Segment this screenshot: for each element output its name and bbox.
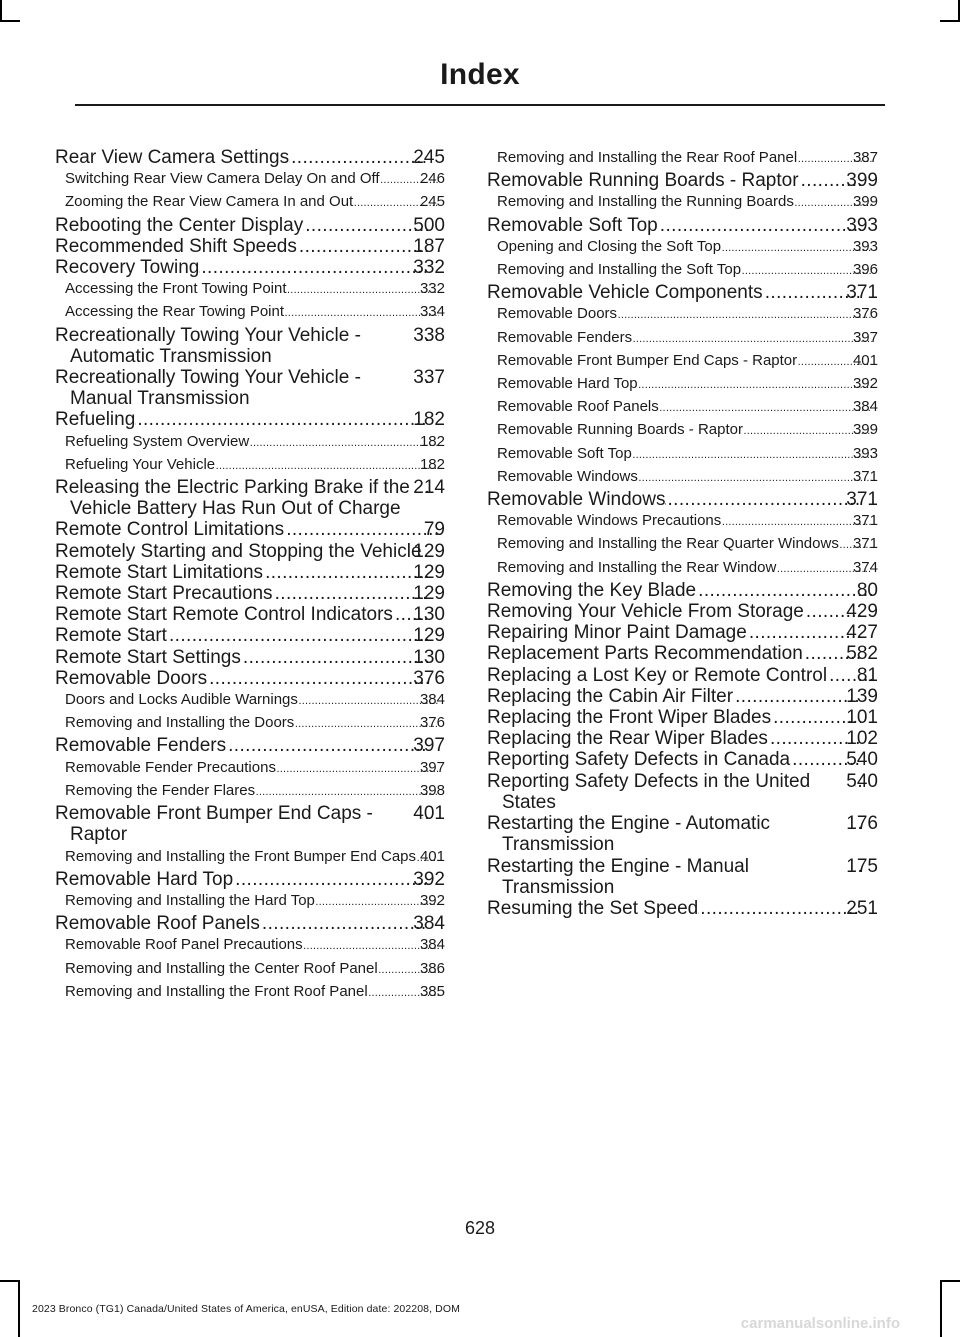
entry-page-number: 79 — [423, 519, 445, 541]
entry-title: Reporting Safety Defects in Canada — [487, 749, 791, 771]
entry-title: Removable Front Bumper End Caps - Raptor — [497, 351, 798, 369]
dot-leader — [665, 489, 861, 510]
index-column-left — [55, 147, 445, 1004]
index-subentry — [487, 327, 878, 350]
index-entry — [487, 170, 878, 191]
index-entry — [487, 856, 878, 898]
index-subentry — [487, 236, 878, 259]
entry-page-number: 384 — [852, 398, 878, 416]
entry-title: Remotely Starting and Stopping the Vehicle — [55, 540, 422, 562]
entry-page-number: 399 — [852, 193, 878, 211]
index-subentry — [55, 846, 445, 869]
entry-title: Removable Roof Panels — [55, 913, 260, 935]
dot-leader — [215, 456, 439, 477]
entry-page-number: 393 — [852, 237, 878, 255]
entry-page-number: 540 — [846, 770, 878, 792]
entry-page-number: 397 — [419, 758, 445, 776]
dot-leader — [294, 714, 439, 735]
entry-page-number: 245 — [413, 147, 445, 168]
entry-page-number: 251 — [846, 897, 878, 919]
dot-leader — [199, 257, 428, 278]
index-entry — [487, 749, 878, 770]
index-subentry — [487, 350, 878, 373]
index-entry — [487, 282, 878, 303]
dot-leader — [638, 468, 872, 489]
entry-page-number: 129 — [413, 540, 445, 562]
index-subentry — [487, 396, 878, 419]
entry-title: Removable Windows — [487, 489, 666, 511]
dot-leader — [298, 691, 439, 712]
entry-page-number: 386 — [419, 959, 445, 977]
index-entry — [487, 665, 878, 686]
entry-page-number: 245 — [419, 193, 445, 211]
entry-title: Refueling System Overview — [65, 432, 250, 450]
entry-title: Removing and Installing the Rear Window — [497, 558, 777, 576]
entry-title: Refueling — [55, 409, 136, 431]
entry-title: Rear View Camera Settings — [55, 147, 290, 168]
dot-leader — [696, 580, 872, 601]
entry-title: Replacing the Rear Wiper Blades — [487, 728, 768, 750]
entry-title: Removable Vehicle Components — [487, 282, 763, 304]
index-entry — [55, 604, 445, 625]
index-subentry — [487, 303, 878, 326]
index-entry — [55, 257, 445, 278]
entry-title: Removing the Fender Flares — [65, 781, 256, 799]
index-subentry — [487, 443, 878, 466]
dot-leader — [276, 759, 439, 780]
entry-title: Repairing Minor Paint Damage — [487, 622, 747, 644]
dot-leader — [632, 445, 872, 466]
entry-title: Rebooting the Center Display — [55, 214, 304, 236]
index-entry — [487, 489, 878, 510]
entry-title: Recreationally Towing Your Vehicle - Automatic Transmission — [55, 324, 361, 367]
index-subentry — [55, 689, 445, 712]
entry-page-number: 182 — [419, 455, 445, 473]
entry-page-number: 401 — [419, 847, 445, 865]
dot-leader — [284, 519, 439, 540]
entry-page-number: 101 — [846, 707, 878, 729]
entry-title: Removing and Installing the Doors — [65, 714, 295, 732]
index-subentry — [487, 533, 878, 556]
entry-title: Recreationally Towing Your Vehicle - Manual Transmission — [55, 367, 361, 410]
crop-mark-top-left — [0, 0, 2, 20]
entry-page-number: 176 — [846, 813, 878, 835]
dot-leader — [638, 375, 872, 396]
entry-title: Removable Windows — [497, 467, 638, 485]
entry-page-number: 214 — [413, 477, 445, 499]
dot-leader — [733, 686, 861, 707]
index-subentry — [487, 419, 878, 442]
crop-mark-bottom-right-v — [940, 1280, 942, 1337]
crop-mark-top-left-h — [0, 20, 20, 22]
entry-page-number: 130 — [413, 604, 445, 626]
index-subentry — [55, 958, 445, 981]
index-subentry — [487, 510, 878, 533]
index-subentry — [55, 431, 445, 454]
entry-title: Accessing the Front Towing Point — [65, 280, 287, 298]
entry-title: Replacing the Cabin Air Filter — [487, 685, 734, 707]
dot-leader — [260, 913, 428, 934]
page-title: Index — [440, 58, 520, 91]
index-subentry — [55, 454, 445, 477]
crop-mark-bottom-left — [0, 1280, 20, 1282]
entry-page-number: 399 — [846, 170, 878, 192]
index-entry — [55, 583, 445, 604]
entry-title: Refueling Your Vehicle — [65, 455, 216, 473]
entry-page-number: 246 — [419, 170, 445, 188]
entry-page-number: 376 — [852, 305, 878, 323]
entry-title: Removing the Key Blade — [487, 579, 697, 601]
index-entry — [55, 869, 445, 890]
entry-page-number: 332 — [413, 257, 445, 279]
index-entry — [487, 643, 878, 664]
index-subentry — [55, 780, 445, 803]
entry-title: Remote Start Precautions — [55, 583, 273, 605]
dot-leader — [303, 936, 439, 957]
entry-title: Releasing the Electric Parking Brake if the Vehicle Battery Has Run Out of Charge — [55, 477, 410, 520]
entry-title: Restarting the Engine - Manual Transmission — [487, 855, 749, 898]
entry-page-number: 427 — [846, 622, 878, 644]
entry-page-number: 334 — [419, 303, 445, 321]
entry-page-number: 385 — [419, 982, 445, 1000]
entry-page-number: 371 — [852, 535, 878, 553]
entry-title: Removable Fenders — [55, 735, 227, 757]
dot-leader — [249, 433, 439, 454]
index-subentry — [487, 557, 878, 580]
watermark: carmanualsonline.info — [740, 1315, 900, 1332]
index-entry — [487, 686, 878, 707]
entry-title: Remote Control Limitations — [55, 519, 285, 541]
entry-title: Remote Start — [55, 625, 167, 647]
crop-mark-bottom-right — [940, 1280, 960, 1282]
entry-page-number: 429 — [846, 601, 878, 623]
entry-page-number: 397 — [413, 735, 445, 757]
entry-page-number: 392 — [413, 868, 445, 890]
entry-title: Resuming the Set Speed — [487, 897, 699, 919]
entry-title: Removable Roof Panels — [497, 398, 659, 416]
entry-title: Reporting Safety Defects in the United States — [487, 770, 811, 813]
entry-page-number: 393 — [846, 214, 878, 236]
dot-leader — [255, 782, 439, 803]
index-entry — [487, 771, 878, 813]
entry-title: Zooming the Rear View Camera In and Out — [65, 193, 354, 211]
entry-page-number: 397 — [852, 328, 878, 346]
entry-title: Removable Fender Precautions — [65, 758, 276, 776]
entry-page-number: 393 — [852, 444, 878, 462]
index-entry — [55, 803, 445, 845]
entry-title: Removing and Installing the Front Roof Panel — [65, 982, 368, 1000]
entry-title: Removable Fenders — [497, 328, 633, 346]
entry-page-number: 384 — [419, 936, 445, 954]
index-subentry — [55, 191, 445, 214]
index-entry — [487, 707, 878, 728]
dot-leader — [273, 583, 429, 604]
dot-leader — [167, 625, 428, 646]
entry-page-number: 376 — [419, 714, 445, 732]
entry-title: Removing and Installing the Rear Roof Panel — [497, 149, 798, 166]
index-entry — [487, 601, 878, 622]
entry-title: Switching Rear View Camera Delay On and Off — [65, 170, 380, 188]
index-subentry — [487, 373, 878, 396]
index-entry — [487, 622, 878, 643]
entry-title: Removing Your Vehicle From Storage — [487, 601, 804, 623]
entry-title: Removing and Installing the Soft Top — [497, 261, 742, 279]
entry-page-number: 102 — [846, 728, 878, 750]
index-entry — [55, 647, 445, 668]
entry-title: Removable Windows Precautions — [497, 512, 722, 530]
entry-page-number: 401 — [852, 351, 878, 369]
entry-title: Removable Soft Top — [497, 444, 632, 462]
entry-title: Doors and Locks Audible Warnings — [65, 691, 298, 709]
entry-title: Removing and Installing the Center Roof Panel — [65, 959, 378, 977]
entry-page-number: 500 — [413, 214, 445, 236]
dot-leader — [241, 647, 428, 668]
entry-page-number: 371 — [846, 489, 878, 511]
dot-leader — [233, 869, 428, 890]
entry-title: Restarting the Engine - Automatic Transmission — [487, 813, 771, 856]
index-subentry — [55, 278, 445, 301]
entry-title: Removable Hard Top — [55, 868, 234, 890]
entry-title: Remote Start Limitations — [55, 561, 264, 583]
index-entry — [55, 625, 445, 646]
entry-title: Recommended Shift Speeds — [55, 235, 297, 257]
index-subentry — [487, 147, 878, 170]
entry-title: Recovery Towing — [55, 257, 200, 279]
crop-mark-top-right-h — [940, 20, 960, 22]
entry-page-number: 401 — [413, 803, 445, 825]
entry-page-number: 384 — [413, 913, 445, 935]
index-entry — [487, 898, 878, 919]
entry-page-number: 582 — [846, 643, 878, 665]
entry-page-number: 338 — [413, 324, 445, 346]
entry-page-number: 337 — [413, 367, 445, 389]
index-subentry — [55, 168, 445, 191]
entry-page-number: 187 — [413, 235, 445, 257]
dot-leader — [303, 215, 428, 236]
index-entry — [55, 215, 445, 236]
dot-leader — [721, 238, 872, 259]
entry-title: Accessing the Rear Towing Point — [65, 303, 285, 321]
dot-leader — [698, 898, 861, 919]
entry-title: Removable Front Bumper End Caps - Raptor — [55, 803, 373, 846]
dot-leader — [226, 735, 428, 756]
index-subentry — [55, 712, 445, 735]
dot-leader — [632, 329, 872, 350]
entry-page-number: 371 — [852, 512, 878, 530]
dot-leader — [287, 280, 439, 301]
dot-leader — [747, 622, 862, 643]
index-subentry — [55, 981, 445, 1004]
dot-leader — [263, 562, 428, 583]
dot-leader — [207, 668, 428, 689]
entry-page-number: 332 — [419, 280, 445, 298]
entry-page-number: 371 — [846, 282, 878, 304]
index-entry — [55, 147, 445, 168]
dot-leader — [658, 215, 862, 236]
title-rule — [75, 104, 885, 106]
entry-title: Removing and Installing the Rear Quarter Windows — [497, 535, 839, 553]
index-entry — [55, 735, 445, 756]
entry-title: Remote Start Settings — [55, 646, 241, 668]
index-subentry — [487, 259, 878, 282]
crop-mark-bottom-left-v — [18, 1280, 20, 1337]
index-entry — [487, 580, 878, 601]
index-entry — [55, 367, 445, 409]
entry-page-number: 392 — [852, 375, 878, 393]
index-entry — [55, 477, 445, 519]
entry-title: Replacing a Lost Key or Remote Control — [487, 664, 828, 686]
entry-page-number: 540 — [846, 749, 878, 771]
index-subentry — [55, 757, 445, 780]
index-entry — [55, 325, 445, 367]
entry-page-number: 374 — [852, 558, 878, 576]
entry-title: Removing and Installing the Running Boards — [497, 193, 794, 211]
entry-page-number: 376 — [413, 667, 445, 689]
entry-page-number: 129 — [413, 583, 445, 605]
dot-leader — [297, 236, 428, 257]
entry-page-number: 129 — [413, 561, 445, 583]
entry-title: Replacement Parts Recommendation — [487, 643, 803, 665]
index-entry — [487, 813, 878, 855]
entry-title: Removable Doors — [497, 305, 618, 323]
entry-title: Removing and Installing the Hard Top — [65, 891, 315, 909]
index-entry — [55, 409, 445, 430]
entry-page-number: 175 — [846, 855, 878, 877]
entry-page-number: 130 — [413, 646, 445, 668]
index-entry — [55, 913, 445, 934]
index-subentry — [487, 191, 878, 214]
entry-title: Removable Running Boards - Raptor — [497, 421, 743, 439]
entry-title: Removable Roof Panel Precautions — [65, 936, 303, 954]
index-entry — [55, 519, 445, 540]
edition-footer: 2023 Bronco (TG1) Canada/United States of America, enUSA, Edition date: 202208, DOM — [32, 1303, 460, 1315]
index-entry — [55, 236, 445, 257]
dot-leader — [721, 512, 872, 533]
dot-leader — [617, 305, 872, 326]
entry-title: Removable Hard Top — [497, 375, 638, 393]
entry-page-number: 80 — [856, 579, 878, 601]
page-number: 628 — [464, 1218, 496, 1238]
entry-title: Removable Doors — [55, 667, 208, 689]
entry-title: Opening and Closing the Soft Top — [497, 237, 722, 255]
entry-page-number: 182 — [419, 432, 445, 450]
index-subentry — [55, 890, 445, 913]
entry-page-number: 129 — [413, 625, 445, 647]
entry-page-number: 81 — [856, 664, 878, 686]
entry-page-number: 399 — [852, 421, 878, 439]
entry-page-number: 392 — [419, 891, 445, 909]
index-entry — [55, 541, 445, 562]
entry-title: Removable Soft Top — [487, 214, 658, 236]
entry-page-number: 396 — [852, 261, 878, 279]
entry-page-number: 182 — [413, 409, 445, 431]
index-subentry — [55, 301, 445, 324]
index-column-right — [487, 147, 878, 919]
dot-leader — [289, 147, 428, 168]
index-entry — [487, 728, 878, 749]
dot-leader — [284, 303, 439, 324]
entry-page-number: 139 — [846, 685, 878, 707]
entry-title: Removable Running Boards - Raptor — [487, 170, 799, 192]
entry-page-number: 371 — [852, 467, 878, 485]
index-subentry — [487, 466, 878, 489]
index-entry — [487, 215, 878, 236]
dot-leader — [135, 409, 428, 430]
entry-page-number: 387 — [852, 149, 878, 166]
entry-page-number: 398 — [419, 781, 445, 799]
index-subentry — [55, 934, 445, 957]
entry-title: Removing and Installing the Front Bumper End Caps — [65, 847, 417, 865]
entry-title: Replacing the Front Wiper Blades — [487, 707, 772, 729]
index-entry — [55, 668, 445, 689]
entry-title: Remote Start Remote Control Indicators — [55, 604, 393, 626]
entry-page-number: 384 — [419, 691, 445, 709]
dot-leader — [659, 398, 872, 419]
index-entry — [55, 562, 445, 583]
